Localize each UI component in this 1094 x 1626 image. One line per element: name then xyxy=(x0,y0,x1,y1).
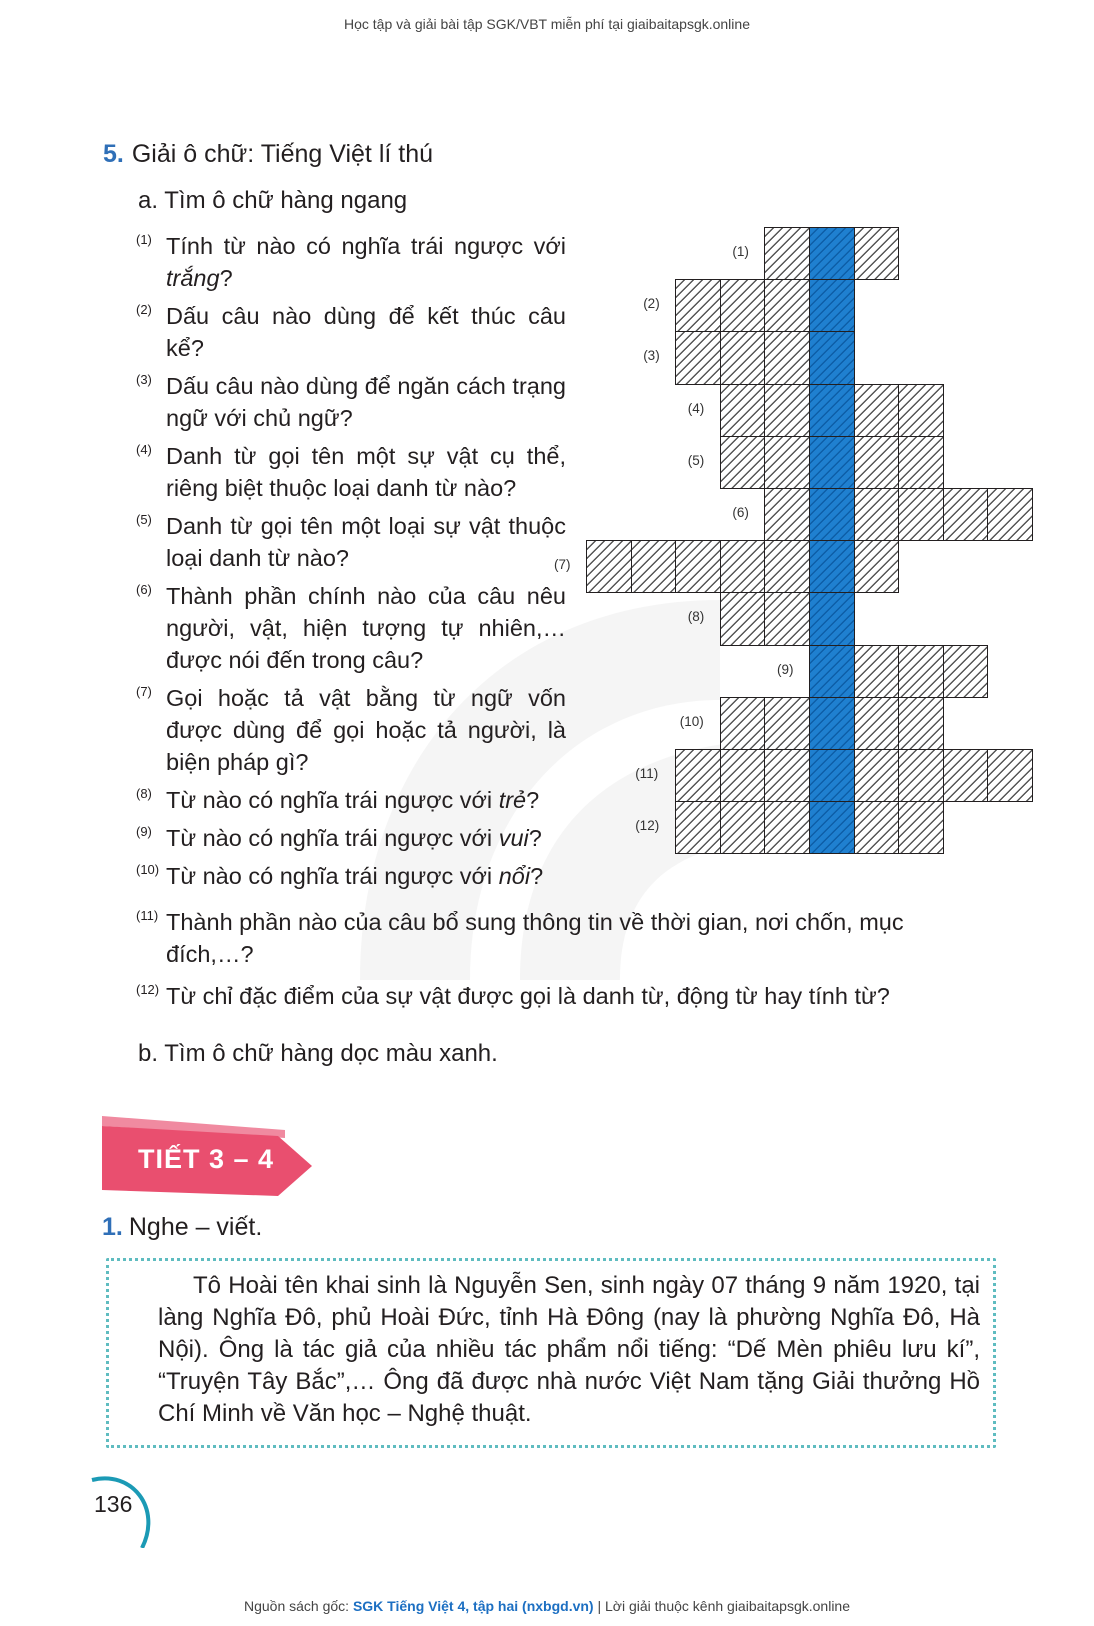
question-text: Dấu câu nào dùng để ngăn cách trạng ngữ với chủ ngữ? xyxy=(166,373,566,431)
question-text: Thành phần nào của câu bổ sung thông tin về thời gian, nơi chốn, mục đích,…? xyxy=(166,909,904,967)
question-text: Tính từ nào có nghĩa trái ngược với xyxy=(166,233,566,259)
question-number: (4) xyxy=(136,442,152,457)
part-a-heading: a. Tìm ô chữ hàng ngang xyxy=(138,187,408,214)
header-note: Học tập và giải bài tập SGK/VBT miễn phí tại giaibaitapsgk.online xyxy=(344,16,750,32)
crossword-cell[interactable] xyxy=(720,384,766,437)
crossword-cell[interactable] xyxy=(854,540,900,593)
crossword-cell[interactable] xyxy=(898,436,944,489)
crossword-cell[interactable] xyxy=(675,540,721,593)
crossword-cell[interactable] xyxy=(764,801,810,854)
question-text-end: ? xyxy=(530,863,544,889)
footer-prefix: Nguồn sách gốc: xyxy=(243,1598,353,1614)
crossword-cell[interactable] xyxy=(854,749,900,802)
question-item xyxy=(136,860,566,892)
crossword-cell[interactable] xyxy=(764,749,810,802)
question-number: (5) xyxy=(136,512,152,527)
crossword-cell[interactable] xyxy=(764,279,810,332)
crossword-cell[interactable] xyxy=(586,540,632,593)
passage-text: Tô Hoài tên khai sinh là Nguyễn Sen, sinh ngày 07 tháng 9 năm 1920, tại làng Nghĩa Đô, phủ Hoài Đức, tỉnh Hà Đông (nay là phường Nghĩa Đô, Hà Nội). Ông là tác giả của nhiều tác phẩm nổi tiếng: “Dế Mèn phiêu lưu kí”, “Truyện Tây Bắc”,… Ông đã được nhà nước Việt Nam tặng Giải thưởng Hồ Chí Minh về Văn học – Nghệ thuật. xyxy=(158,1272,980,1427)
exercise-5-heading xyxy=(103,140,433,169)
part-b-heading: b. Tìm ô chữ hàng dọc màu xanh. xyxy=(138,1040,498,1067)
crossword-row-label: (7) xyxy=(554,557,571,573)
exercise-number: 1. xyxy=(102,1213,123,1241)
crossword-cell[interactable] xyxy=(764,384,810,437)
crossword-row-label: (11) xyxy=(635,766,659,781)
crossword-key-cell[interactable] xyxy=(809,697,855,750)
question-item xyxy=(136,822,566,854)
exercise-title: Nghe – viết. xyxy=(128,1213,263,1241)
exercise-title: Giải ô chữ: Tiếng Việt lí thú xyxy=(131,140,434,168)
question-item xyxy=(136,784,566,816)
question-item xyxy=(136,580,566,676)
question-emphasis: vui xyxy=(498,825,529,851)
crossword-row-label: (6) xyxy=(732,505,749,520)
crossword-row-label: (4) xyxy=(687,400,705,416)
crossword-cell[interactable] xyxy=(720,436,766,489)
crossword-key-cell[interactable] xyxy=(809,384,855,437)
crossword-cell[interactable] xyxy=(854,801,900,854)
question-text-end: ? xyxy=(219,265,233,291)
question-number: (2) xyxy=(136,302,152,317)
crossword-cell[interactable] xyxy=(854,488,900,541)
question-number: (1) xyxy=(136,232,152,247)
crossword-cell[interactable] xyxy=(764,436,810,489)
footer-note xyxy=(0,1598,1094,1614)
crossword-cell[interactable] xyxy=(898,645,944,698)
question-item xyxy=(136,980,986,1012)
question-list xyxy=(136,230,566,898)
crossword-cell[interactable] xyxy=(854,697,900,750)
crossword-key-cell[interactable] xyxy=(809,331,855,384)
crossword-cell[interactable] xyxy=(720,697,766,750)
crossword-row-label: (9) xyxy=(777,661,794,677)
crossword-row-label: (10) xyxy=(679,713,704,729)
crossword-row-label: (8) xyxy=(687,609,705,625)
crossword-cell[interactable] xyxy=(898,697,944,750)
crossword-cell[interactable] xyxy=(854,227,900,280)
crossword-cell[interactable] xyxy=(675,331,721,384)
crossword-key-cell[interactable] xyxy=(809,749,855,802)
crossword-cell[interactable] xyxy=(675,749,721,802)
question-number: (7) xyxy=(136,684,152,699)
crossword-key-cell[interactable] xyxy=(809,592,855,645)
question-number: (12) xyxy=(136,982,160,997)
question-item xyxy=(136,230,566,294)
question-item xyxy=(136,440,566,504)
crossword-cell[interactable] xyxy=(854,436,900,489)
question-number: (6) xyxy=(136,582,152,597)
question-number: (10) xyxy=(136,862,160,877)
crossword-cell[interactable] xyxy=(764,227,810,280)
question-text: Từ nào có nghĩa trái ngược với xyxy=(166,863,499,889)
question-text: Danh từ gọi tên một loại sự vật thuộc loại danh từ nào? xyxy=(166,513,566,571)
crossword-cell[interactable] xyxy=(943,749,989,802)
crossword-cell[interactable] xyxy=(764,697,810,750)
question-text-end: ? xyxy=(528,825,542,851)
crossword-cell[interactable] xyxy=(675,801,721,854)
crossword-key-cell[interactable] xyxy=(809,488,855,541)
exercise-1-heading xyxy=(102,1213,262,1242)
crossword-row-label: (1) xyxy=(732,244,749,259)
question-item xyxy=(136,682,566,778)
question-item xyxy=(136,300,566,364)
crossword-cell[interactable] xyxy=(898,801,944,854)
crossword-cell[interactable] xyxy=(898,749,944,802)
crossword-row-label: (12) xyxy=(635,818,660,834)
question-emphasis: trắng xyxy=(166,265,220,291)
crossword-cell[interactable] xyxy=(854,384,900,437)
crossword-cell[interactable] xyxy=(764,488,810,541)
crossword-cell[interactable] xyxy=(631,540,677,593)
crossword-cell[interactable] xyxy=(720,592,766,645)
crossword-key-cell[interactable] xyxy=(809,227,855,280)
footer-source-link[interactable]: SGK Tiếng Việt 4, tập hai (nxbgd.vn) xyxy=(352,1598,594,1614)
crossword-cell[interactable] xyxy=(943,488,989,541)
crossword-row-label: (5) xyxy=(687,452,705,468)
crossword-cell[interactable] xyxy=(764,540,810,593)
question-text: Thành phần chính nào của câu nêu người, vật, hiện tượng tự nhiên,… được nói đến trong câu? xyxy=(166,583,566,673)
crossword-cell[interactable] xyxy=(675,279,721,332)
crossword-row-label: (2) xyxy=(643,296,660,312)
question-text: Từ nào có nghĩa trái ngược với xyxy=(166,825,499,851)
crossword-cell[interactable] xyxy=(720,749,766,802)
question-item xyxy=(136,510,566,574)
crossword-cell[interactable] xyxy=(898,488,944,541)
question-number: (9) xyxy=(136,824,152,839)
question-text: Từ nào có nghĩa trái ngược với xyxy=(166,787,499,813)
crossword-cell[interactable] xyxy=(720,540,766,593)
question-number: (11) xyxy=(136,908,159,923)
footer-suffix: | Lời giải thuộc kênh giaibaitapsgk.online xyxy=(593,1598,851,1614)
question-number: (8) xyxy=(136,786,152,801)
crossword-key-cell[interactable] xyxy=(809,540,855,593)
crossword-cell[interactable] xyxy=(764,331,810,384)
exercise-number: 5. xyxy=(103,140,124,168)
question-text: Gọi hoặc tả vật bằng từ ngữ vốn được dùng để gọi hoặc tả người, là biện pháp gì? xyxy=(166,685,566,775)
question-item xyxy=(136,370,566,434)
crossword-cell[interactable] xyxy=(898,384,944,437)
question-text: Từ chỉ đặc điểm của sự vật được gọi là danh từ, động từ hay tính từ? xyxy=(166,983,890,1009)
crossword-key-cell[interactable] xyxy=(809,279,855,332)
crossword-key-cell[interactable] xyxy=(809,645,855,698)
question-emphasis: trẻ xyxy=(498,787,527,813)
question-item xyxy=(136,906,986,970)
question-text: Danh từ gọi tên một sự vật cụ thể, riêng biệt thuộc loại danh từ nào? xyxy=(166,443,566,501)
question-text: Dấu câu nào dùng để kết thúc câu kể? xyxy=(166,303,566,361)
crossword-key-cell[interactable] xyxy=(809,801,855,854)
crossword-cell[interactable] xyxy=(764,592,810,645)
crossword-cell[interactable] xyxy=(720,801,766,854)
crossword-cell[interactable] xyxy=(720,331,766,384)
lesson-label: TIẾT 3 – 4 xyxy=(138,1144,275,1174)
question-number: (3) xyxy=(136,372,152,387)
crossword-cell[interactable] xyxy=(720,279,766,332)
question-text-end: ? xyxy=(526,787,540,813)
crossword-key-cell[interactable] xyxy=(809,436,855,489)
crossword-row-label: (3) xyxy=(643,348,660,364)
page-number: 136 xyxy=(94,1491,133,1517)
crossword-cell[interactable] xyxy=(987,749,1033,802)
crossword-cell[interactable] xyxy=(943,645,989,698)
crossword-cell[interactable] xyxy=(987,488,1033,541)
crossword-cell[interactable] xyxy=(854,645,900,698)
question-emphasis: nổi xyxy=(498,863,531,889)
